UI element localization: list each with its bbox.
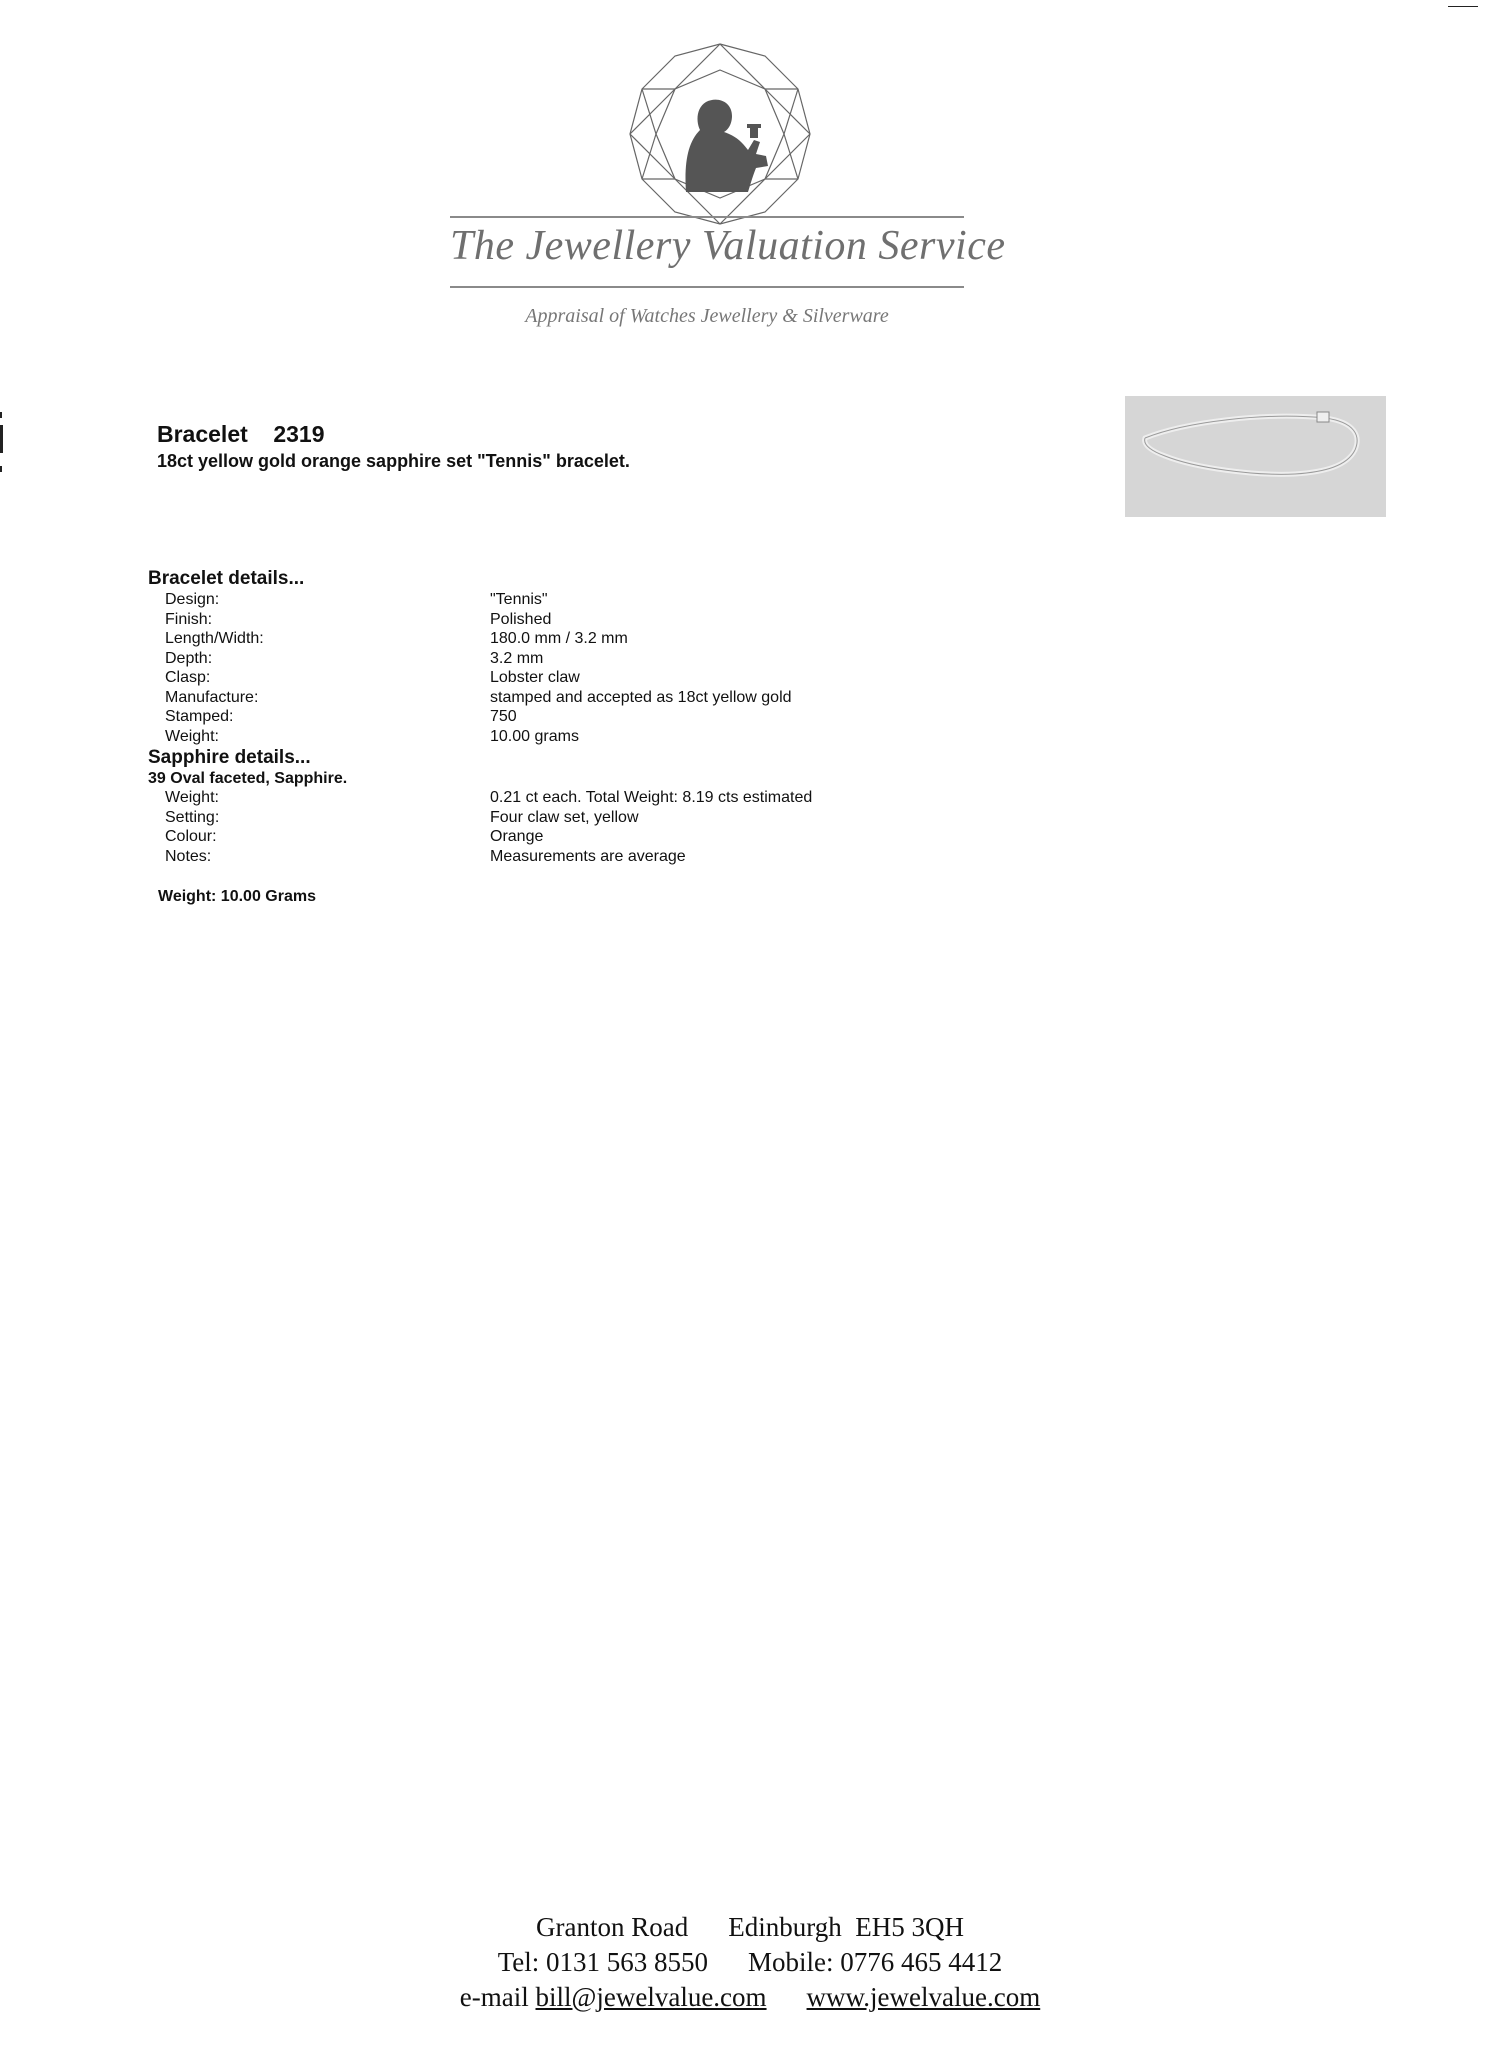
title-rule-top (450, 216, 964, 218)
sapphire-weight-value: 0.21 ct each. Total Weight: 8.19 cts estimated (490, 789, 813, 806)
clasp-value: Lobster claw (490, 669, 580, 686)
item-title: Bracelet 2319 (157, 421, 325, 447)
sapphire-weight-label: Weight: (165, 789, 219, 806)
company-name: The Jewellery Valuation Service (450, 223, 1006, 269)
length-width-label: Length/Width: (165, 630, 264, 647)
footer-contact (380, 1982, 1120, 2013)
manufacture-label: Manufacture: (165, 689, 259, 706)
clasp-label: Clasp: (165, 669, 211, 686)
company-tagline: Appraisal of Watches Jewellery & Silverware (525, 305, 889, 327)
email-link[interactable]: bill@jewelvalue.com (535, 1982, 767, 2012)
address-street: Granton Road (536, 1912, 689, 1942)
company-logo (628, 42, 812, 226)
address-postcode: EH5 3QH (855, 1912, 964, 1942)
sapphire-count: 39 Oval faceted, Sapphire. (148, 770, 348, 787)
scan-mark-left-3 (0, 466, 2, 472)
design-label: Design: (165, 591, 220, 608)
setting-value: Four claw set, yellow (490, 809, 639, 826)
website-link[interactable]: www.jewelvalue.com (806, 1982, 1041, 2012)
notes-value: Measurements are average (490, 848, 686, 865)
bracelet-details-heading: Bracelet details... (148, 568, 305, 589)
finish-value: Polished (490, 611, 552, 628)
title-rule-bottom (450, 286, 964, 288)
bracelet-weight-value: 10.00 grams (490, 728, 579, 745)
scan-mark-top (1448, 6, 1478, 7)
depth-value: 3.2 mm (490, 650, 544, 667)
telephone: Tel: 0131 563 8550 (497, 1947, 709, 1977)
finish-label: Finish: (165, 611, 213, 628)
total-weight: Weight: 10.00 Grams (158, 888, 316, 905)
scan-mark-left-1 (0, 412, 2, 418)
design-value: "Tennis" (490, 591, 548, 608)
item-description: 18ct yellow gold orange sapphire set "Tennis" bracelet. (157, 451, 630, 471)
notes-label: Notes: (165, 848, 212, 865)
manufacture-value: stamped and accepted as 18ct yellow gold (490, 689, 792, 706)
bracelet-weight-label: Weight: (165, 728, 219, 745)
email-label: e-mail (459, 1982, 529, 2012)
colour-label: Colour: (165, 828, 217, 845)
stamped-label: Stamped: (165, 708, 234, 725)
depth-label: Depth: (165, 650, 213, 667)
scan-mark-left-2 (0, 425, 3, 453)
setting-label: Setting: (165, 809, 220, 826)
colour-value: Orange (490, 828, 544, 845)
address-city: Edinburgh (728, 1912, 842, 1942)
stamped-value: 750 (490, 708, 517, 725)
mobile: Mobile: 0776 465 4412 (748, 1947, 1003, 1977)
footer-address (380, 1912, 1120, 1943)
footer-phones (380, 1947, 1120, 1978)
sapphire-details-heading: Sapphire details... (148, 747, 311, 768)
bracelet-photo (1125, 396, 1386, 517)
length-width-value: 180.0 mm / 3.2 mm (490, 630, 628, 647)
